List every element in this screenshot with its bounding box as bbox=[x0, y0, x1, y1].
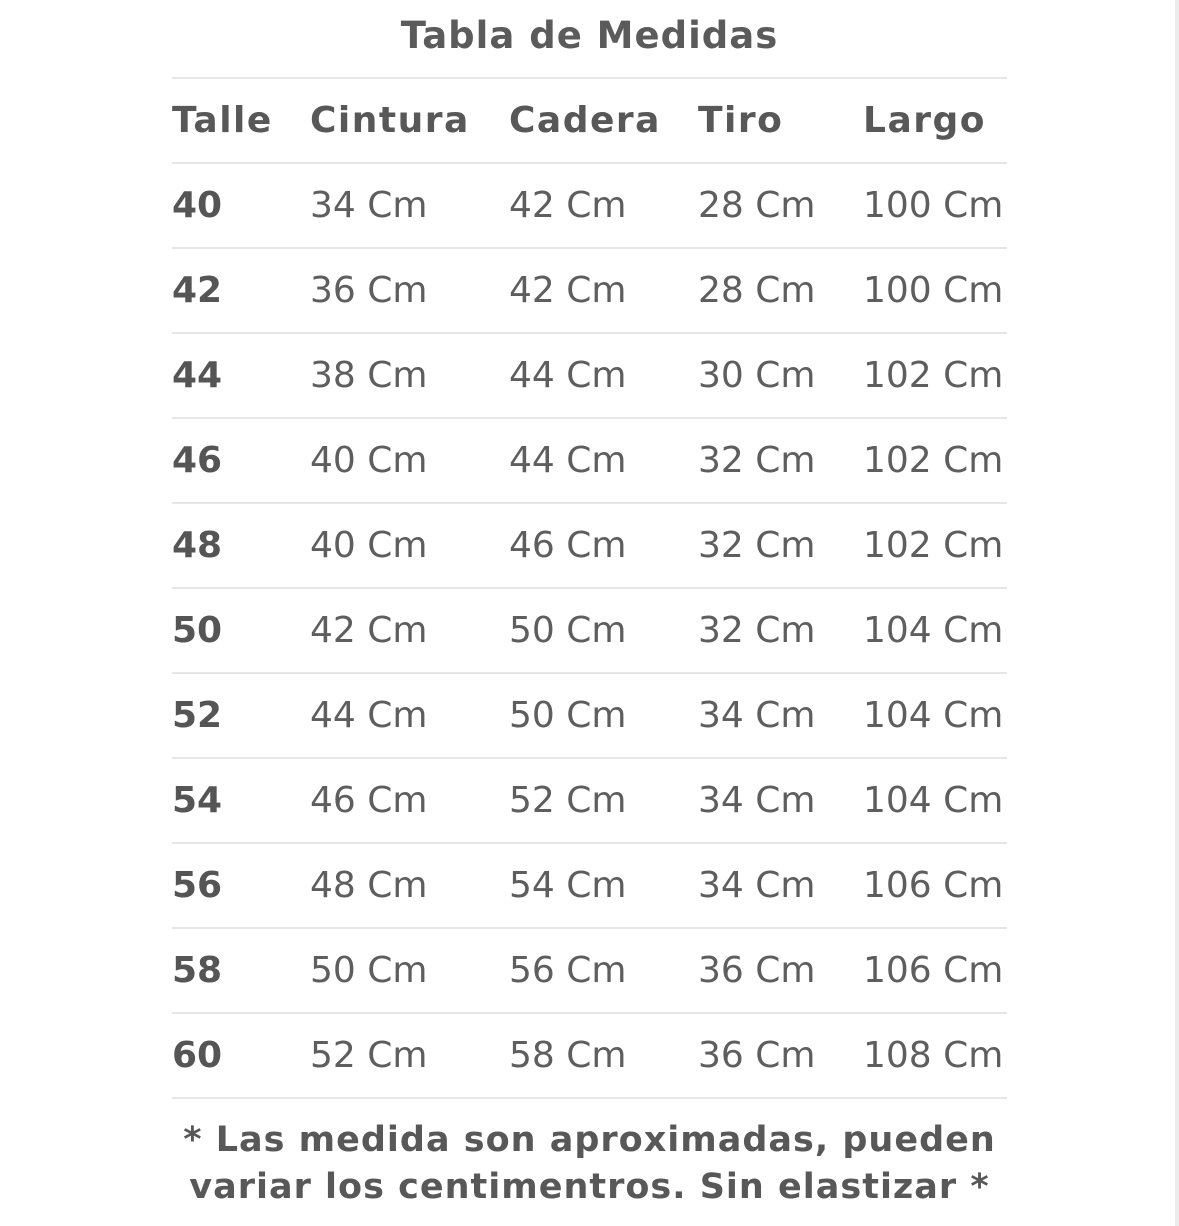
disclaimer-line-1: * Las medida son aproximadas, pueden bbox=[183, 1120, 996, 1160]
cell-cintura: 40 Cm bbox=[310, 440, 428, 481]
cell-largo: 106 Cm bbox=[863, 950, 1004, 991]
cell-cintura: 42 Cm bbox=[310, 610, 428, 651]
cell-talle: 60 bbox=[172, 1035, 223, 1076]
header-largo: Largo bbox=[863, 100, 986, 141]
table-row bbox=[172, 1014, 1007, 1099]
table-row bbox=[172, 589, 1007, 674]
cell-cintura: 52 Cm bbox=[310, 1035, 428, 1076]
cell-talle: 42 bbox=[172, 270, 223, 311]
cell-talle: 54 bbox=[172, 780, 223, 821]
table-row bbox=[172, 844, 1007, 929]
header-cintura: Cintura bbox=[310, 100, 470, 141]
cell-talle: 46 bbox=[172, 440, 223, 481]
header-tiro: Tiro bbox=[698, 100, 784, 141]
cell-talle: 56 bbox=[172, 865, 223, 906]
cell-cintura: 40 Cm bbox=[310, 525, 428, 566]
size-table bbox=[172, 77, 1007, 1099]
cell-cintura: 34 Cm bbox=[310, 185, 428, 226]
cell-cintura: 46 Cm bbox=[310, 780, 428, 821]
cell-cadera: 42 Cm bbox=[509, 185, 627, 226]
header-talle: Talle bbox=[172, 100, 273, 141]
cell-cintura: 38 Cm bbox=[310, 355, 428, 396]
table-header-row bbox=[172, 79, 1007, 164]
cell-talle: 44 bbox=[172, 355, 223, 396]
cell-talle: 50 bbox=[172, 610, 223, 651]
cell-tiro: 32 Cm bbox=[698, 610, 816, 651]
table-row bbox=[172, 759, 1007, 844]
cell-tiro: 32 Cm bbox=[698, 525, 816, 566]
table-row bbox=[172, 164, 1007, 249]
cell-tiro: 34 Cm bbox=[698, 695, 816, 736]
cell-tiro: 34 Cm bbox=[698, 780, 816, 821]
cell-cintura: 50 Cm bbox=[310, 950, 428, 991]
cell-cadera: 42 Cm bbox=[509, 270, 627, 311]
table-row bbox=[172, 929, 1007, 1014]
cell-tiro: 28 Cm bbox=[698, 185, 816, 226]
cell-tiro: 36 Cm bbox=[698, 1035, 816, 1076]
table-row bbox=[172, 249, 1007, 334]
page-title: Tabla de Medidas bbox=[400, 14, 779, 57]
cell-tiro: 36 Cm bbox=[698, 950, 816, 991]
cell-cadera: 46 Cm bbox=[509, 525, 627, 566]
cell-tiro: 28 Cm bbox=[698, 270, 816, 311]
cell-talle: 40 bbox=[172, 185, 223, 226]
cell-cadera: 44 Cm bbox=[509, 440, 627, 481]
cell-talle: 58 bbox=[172, 950, 223, 991]
cell-tiro: 34 Cm bbox=[698, 865, 816, 906]
cell-talle: 48 bbox=[172, 525, 223, 566]
disclaimer-line-2: variar los centimentros. Sin elastizar * bbox=[189, 1167, 990, 1207]
cell-largo: 104 Cm bbox=[863, 695, 1004, 736]
cell-cintura: 48 Cm bbox=[310, 865, 428, 906]
cell-cadera: 54 Cm bbox=[509, 865, 627, 906]
cell-cadera: 50 Cm bbox=[509, 610, 627, 651]
cell-cadera: 50 Cm bbox=[509, 695, 627, 736]
cell-talle: 52 bbox=[172, 695, 223, 736]
cell-tiro: 30 Cm bbox=[698, 355, 816, 396]
cell-cadera: 58 Cm bbox=[509, 1035, 627, 1076]
cell-cintura: 44 Cm bbox=[310, 695, 428, 736]
disclaimer-note bbox=[172, 1117, 1007, 1211]
cell-tiro: 32 Cm bbox=[698, 440, 816, 481]
cell-largo: 104 Cm bbox=[863, 780, 1004, 821]
cell-largo: 102 Cm bbox=[863, 440, 1004, 481]
header-cadera: Cadera bbox=[509, 100, 661, 141]
cell-largo: 108 Cm bbox=[863, 1035, 1004, 1076]
right-edge-divider bbox=[1175, 0, 1179, 1226]
table-row bbox=[172, 334, 1007, 419]
cell-largo: 100 Cm bbox=[863, 185, 1004, 226]
table-row bbox=[172, 419, 1007, 504]
cell-cadera: 52 Cm bbox=[509, 780, 627, 821]
cell-largo: 100 Cm bbox=[863, 270, 1004, 311]
table-row bbox=[172, 504, 1007, 589]
cell-largo: 102 Cm bbox=[863, 355, 1004, 396]
cell-largo: 104 Cm bbox=[863, 610, 1004, 651]
cell-cadera: 44 Cm bbox=[509, 355, 627, 396]
cell-largo: 106 Cm bbox=[863, 865, 1004, 906]
cell-largo: 102 Cm bbox=[863, 525, 1004, 566]
cell-cintura: 36 Cm bbox=[310, 270, 428, 311]
table-row bbox=[172, 674, 1007, 759]
cell-cadera: 56 Cm bbox=[509, 950, 627, 991]
